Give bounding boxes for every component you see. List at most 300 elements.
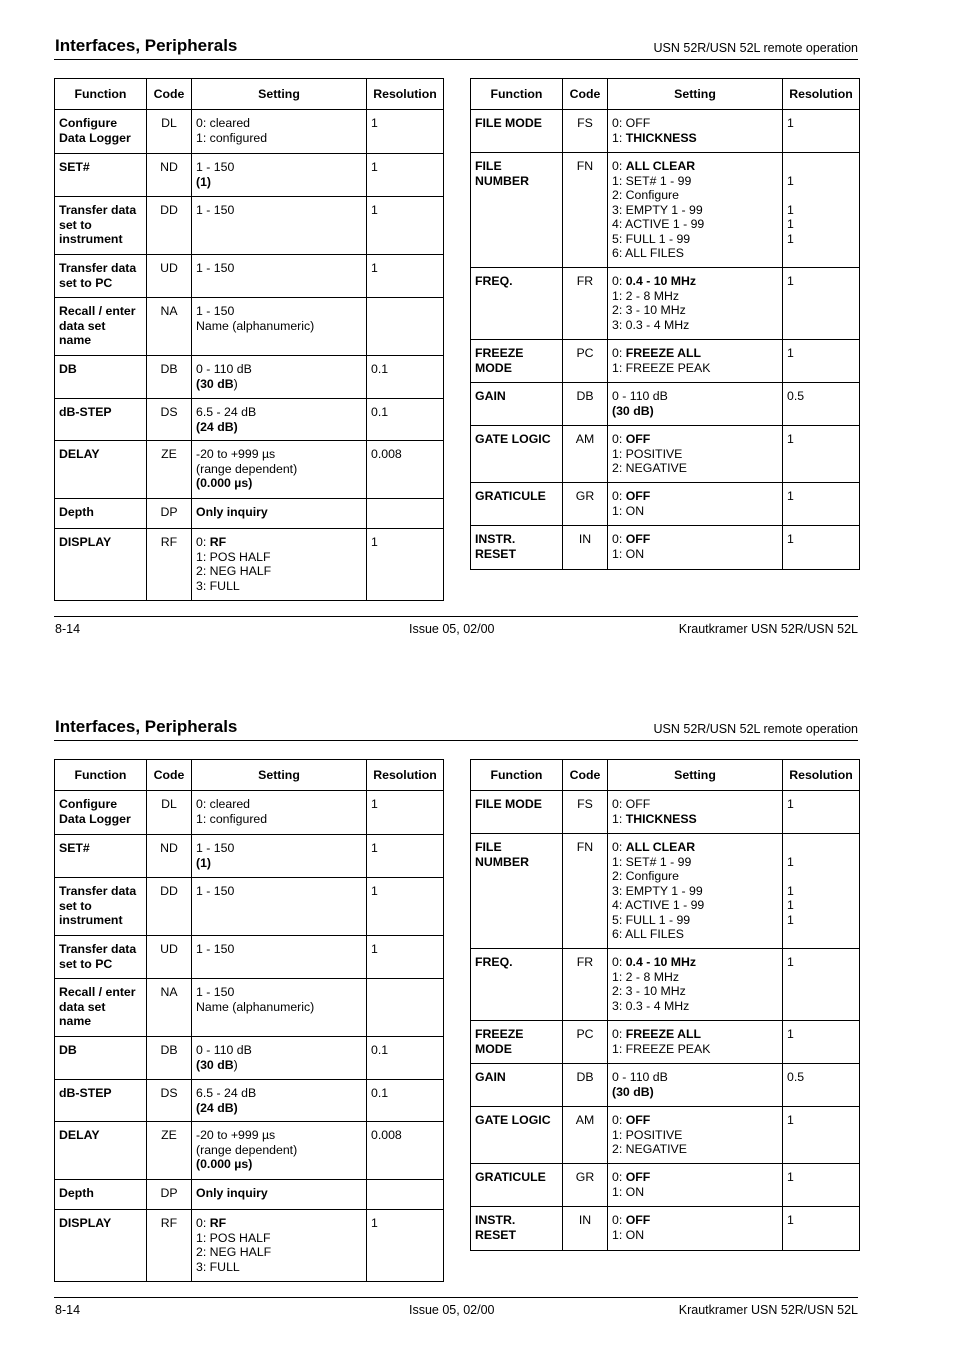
setting-default-value: (30 dB)	[612, 403, 654, 418]
function-name-line: instrument	[59, 913, 123, 927]
setting-line	[612, 970, 778, 985]
resolution-value: 0.1	[371, 362, 389, 376]
column-header-function: Function	[471, 760, 563, 791]
setting-line	[612, 489, 778, 504]
resolution-cell	[783, 1164, 860, 1207]
function-name-line: GATE LOGIC	[475, 432, 551, 446]
setting-cell	[192, 255, 367, 298]
setting-default-value: OFF	[625, 489, 651, 503]
setting-line	[612, 1213, 778, 1228]
setting-line	[196, 261, 362, 276]
function-name-line: set to	[59, 898, 92, 913]
setting-text: 1: POS HALF	[196, 549, 271, 564]
table-row	[55, 1080, 444, 1122]
column-header-setting: Setting	[608, 79, 783, 110]
code-cell: DB	[563, 1064, 608, 1107]
page-subtitle: USN 52R/USN 52L remote operation	[653, 41, 858, 55]
resolution-value: 1	[787, 489, 794, 503]
function-name-line: FILE	[475, 840, 502, 854]
function-cell	[55, 499, 147, 529]
code-cell: FS	[563, 110, 608, 153]
setting-line	[196, 1101, 362, 1116]
function-name-line: Configure	[59, 116, 118, 130]
column-header-resolution: Resolution	[783, 760, 860, 791]
setting-text: -20 to +999 µs	[196, 447, 276, 461]
setting-line	[196, 797, 362, 812]
function-cell	[55, 441, 147, 499]
setting-text: 0 - 110 dB	[612, 389, 668, 403]
code-cell: FN	[563, 834, 608, 949]
setting-prefix: 0:	[196, 535, 210, 549]
setting-line	[196, 175, 362, 190]
setting-prefix: 1:	[612, 811, 626, 826]
setting-text: 1 - 150	[196, 203, 235, 217]
resolution-cell	[783, 526, 860, 570]
function-name-line: dB-STEP	[59, 1086, 112, 1100]
code-cell: FS	[563, 791, 608, 834]
code-cell: PC	[563, 340, 608, 383]
function-cell	[471, 949, 563, 1021]
function-cell	[471, 1164, 563, 1207]
setting-line	[196, 579, 362, 594]
setting-line	[196, 1157, 362, 1172]
setting-default-value: (1)	[196, 174, 212, 189]
table-row	[55, 936, 444, 979]
resolution-cell	[367, 791, 444, 835]
setting-cell	[192, 499, 367, 529]
function-cell	[55, 197, 147, 255]
setting-text: 5: FULL 1 - 99	[612, 231, 691, 246]
resolution-cell	[367, 197, 444, 255]
resolution-cell	[783, 1107, 860, 1164]
setting-line	[196, 203, 362, 218]
function-cell	[55, 1122, 147, 1180]
function-cell	[471, 1207, 563, 1251]
setting-text: 1 - 150	[196, 942, 235, 956]
function-name-line: data set	[59, 999, 106, 1014]
resolution-value: 0.1	[371, 1043, 389, 1057]
setting-cell	[192, 154, 367, 197]
left-function-table	[54, 78, 444, 601]
setting-text: 1 - 150	[196, 841, 235, 855]
setting-cell	[608, 426, 783, 483]
setting-text: 2: Configure	[612, 188, 679, 202]
setting-cell	[192, 1122, 367, 1180]
code-cell: DS	[147, 399, 192, 441]
table-row	[55, 791, 444, 835]
resolution-cell	[783, 1064, 860, 1107]
resolution-cell	[367, 529, 444, 601]
resolution-value	[787, 927, 855, 942]
function-cell	[55, 1180, 147, 1210]
setting-line	[612, 1185, 778, 1200]
setting-text: 5: FULL 1 - 99	[612, 912, 691, 927]
code-cell: DB	[563, 383, 608, 426]
setting-line	[612, 159, 778, 174]
setting-default-value: THICKNESS	[625, 130, 697, 145]
resolution-value: 1	[787, 532, 794, 546]
right-function-table	[470, 78, 860, 570]
table-row	[471, 110, 860, 153]
setting-text: 6.5 - 24 dB	[196, 405, 257, 419]
resolution-value: 0.5	[787, 1070, 805, 1084]
function-cell	[55, 979, 147, 1037]
code-cell: DL	[147, 791, 192, 835]
setting-prefix: 0:	[612, 346, 626, 360]
setting-text: 0 - 110 dB	[196, 1043, 252, 1057]
function-name-line: Data Logger	[59, 130, 131, 145]
setting-text: 2: 3 - 10 MHz	[612, 303, 686, 317]
table-row	[471, 791, 860, 834]
function-name-line: GAIN	[475, 389, 506, 403]
page-subtitle: USN 52R/USN 52L remote operation	[653, 722, 858, 736]
setting-prefix: 0:	[612, 1113, 626, 1127]
setting-default-value: (30 dB	[196, 376, 234, 391]
page-title: Interfaces, Peripherals	[55, 717, 238, 736]
table-header-row	[471, 79, 860, 110]
setting-line	[612, 246, 778, 261]
setting-prefix: 0:	[612, 432, 626, 446]
table-row	[471, 1207, 860, 1251]
code-cell: DD	[147, 197, 192, 255]
setting-line	[196, 362, 362, 377]
code-cell: IN	[563, 1207, 608, 1251]
code-cell: DL	[147, 110, 192, 154]
resolution-cell	[367, 1210, 444, 1282]
resolution-cell	[783, 153, 860, 268]
setting-line	[612, 346, 778, 361]
function-name-line: DB	[59, 362, 77, 376]
code-cell: DS	[147, 1080, 192, 1122]
column-header-setting: Setting	[192, 760, 367, 791]
setting-line	[196, 942, 362, 957]
setting-text: (range dependent)	[196, 1142, 298, 1157]
setting-cell	[608, 110, 783, 153]
table-header-row	[55, 760, 444, 791]
setting-default-value: 0.4 - 10 MHz	[625, 274, 697, 288]
function-name-line: DELAY	[59, 447, 100, 461]
resolution-value: 1	[787, 202, 794, 217]
setting-default-value: OFF	[625, 432, 651, 446]
right-function-table	[470, 759, 860, 1251]
setting-line	[612, 217, 778, 232]
setting-text: 1: FREEZE PEAK	[612, 360, 711, 375]
function-name-line: Configure	[59, 797, 118, 811]
setting-prefix: 0:	[612, 489, 626, 503]
resolution-value: 1	[787, 912, 794, 927]
manual-page	[0, 681, 954, 1356]
resolution-cell	[367, 878, 444, 936]
setting-line	[196, 377, 362, 392]
setting-text: 4: ACTIVE 1 - 99	[612, 898, 705, 912]
setting-text: 1 - 150	[196, 261, 235, 275]
function-cell	[55, 356, 147, 399]
setting-default-value: OFF	[625, 1213, 651, 1227]
resolution-value	[787, 188, 855, 203]
setting-text: 4: ACTIVE 1 - 99	[612, 217, 705, 231]
function-name-line: MODE	[475, 1041, 512, 1056]
function-name-line: SET#	[59, 160, 90, 174]
setting-text: 3: 0.3 - 4 MHz	[612, 317, 690, 332]
function-name-line: Recall / enter	[59, 985, 136, 999]
code-cell: NA	[147, 298, 192, 356]
function-cell	[55, 529, 147, 601]
table-row	[55, 1037, 444, 1080]
setting-text: 1: POSITIVE	[612, 1127, 683, 1142]
setting-text: 1 - 150	[196, 985, 235, 999]
setting-text: 1: ON	[612, 546, 645, 561]
setting-line	[612, 532, 778, 547]
function-cell	[471, 110, 563, 153]
setting-cell	[608, 268, 783, 340]
setting-text: 1: POSITIVE	[612, 446, 683, 461]
code-cell: RF	[147, 1210, 192, 1282]
setting-cell	[192, 197, 367, 255]
column-header-resolution: Resolution	[367, 79, 444, 110]
function-name-line: Depth	[59, 505, 94, 519]
setting-prefix: 1:	[612, 130, 626, 145]
code-cell: UD	[147, 255, 192, 298]
function-name-line: Transfer data	[59, 203, 137, 217]
footer-page-number: 8-14	[55, 1303, 81, 1317]
resolution-value: 1	[371, 884, 378, 898]
setting-default-value: RF	[209, 535, 227, 549]
setting-text: 1: ON	[612, 1227, 645, 1242]
setting-default-value: 0.4 - 10 MHz	[625, 955, 697, 969]
resolution-cell	[783, 1021, 860, 1064]
footer-issue: Issue 05, 02/00	[409, 622, 495, 636]
setting-line	[196, 131, 362, 146]
resolution-value: 1	[787, 274, 794, 288]
setting-line	[196, 1000, 362, 1015]
table-row	[471, 483, 860, 526]
column-header-code: Code	[147, 760, 192, 791]
function-name-line: DISPLAY	[59, 535, 112, 549]
setting-line	[612, 404, 778, 419]
resolution-value: 1	[787, 854, 794, 869]
setting-line	[612, 927, 778, 942]
setting-prefix: 0:	[612, 1027, 626, 1041]
header-divider	[54, 59, 858, 60]
setting-default-value: (30 dB)	[612, 1084, 654, 1099]
column-header-setting: Setting	[608, 760, 783, 791]
setting-cell	[608, 1021, 783, 1064]
resolution-cell	[367, 1080, 444, 1122]
setting-default-value: (1)	[196, 855, 212, 870]
resolution-cell	[783, 110, 860, 153]
setting-prefix: 0:	[612, 274, 626, 288]
resolution-cell	[783, 1207, 860, 1251]
table-row	[471, 1107, 860, 1164]
setting-text: Name (alphanumeric)	[196, 999, 315, 1014]
setting-line	[196, 1058, 362, 1073]
function-name-line: FREEZE	[475, 1027, 524, 1041]
resolution-value: 1	[787, 1213, 794, 1227]
setting-default-value: (0.000 µs)	[196, 476, 253, 490]
function-name-line: name	[59, 333, 92, 347]
setting-cell	[608, 153, 783, 268]
function-name-line: NUMBER	[475, 854, 529, 869]
column-header-resolution: Resolution	[783, 79, 860, 110]
footer-issue: Issue 05, 02/00	[409, 1303, 495, 1317]
setting-cell	[192, 1180, 367, 1210]
table-row	[55, 979, 444, 1037]
setting-line	[196, 447, 362, 462]
function-cell	[55, 255, 147, 298]
setting-cell	[192, 399, 367, 441]
column-header-resolution: Resolution	[367, 760, 444, 791]
setting-cell	[608, 1164, 783, 1207]
function-cell	[55, 1080, 147, 1122]
column-header-code: Code	[563, 79, 608, 110]
code-cell: DP	[147, 1180, 192, 1210]
code-cell: DP	[147, 499, 192, 529]
setting-default-value: Only inquiry	[196, 1186, 268, 1200]
resolution-value: 1	[787, 898, 794, 912]
setting-line	[612, 174, 778, 189]
resolution-value: 0.5	[787, 389, 805, 403]
footer-product: Krautkramer USN 52R/USN 52L	[678, 1303, 858, 1317]
setting-cell	[608, 834, 783, 949]
table-row	[471, 1021, 860, 1064]
resolution-value: 0.008	[371, 1128, 402, 1142]
function-name-line: set to PC	[59, 956, 113, 971]
function-name-line: FREEZE	[475, 346, 524, 360]
resolution-value: 1	[371, 535, 378, 549]
function-cell	[471, 1064, 563, 1107]
function-name-line: GRATICULE	[475, 489, 546, 503]
setting-suffix: )	[233, 1057, 238, 1072]
resolution-cell	[367, 1180, 444, 1210]
setting-text: 0 - 110 dB	[196, 362, 252, 376]
setting-default-value: RF	[209, 1216, 227, 1230]
setting-cell	[192, 1080, 367, 1122]
code-cell: DB	[147, 356, 192, 399]
table-row	[471, 526, 860, 570]
setting-cell	[608, 791, 783, 834]
resolution-cell	[367, 441, 444, 499]
table-row	[471, 340, 860, 383]
setting-line	[612, 869, 778, 884]
table-row	[55, 441, 444, 499]
setting-cell	[192, 1210, 367, 1282]
code-cell: NA	[147, 979, 192, 1037]
setting-cell	[192, 441, 367, 499]
setting-cell	[192, 936, 367, 979]
setting-line	[196, 476, 362, 491]
resolution-value: 1	[787, 116, 794, 130]
setting-line	[612, 131, 778, 146]
setting-line	[196, 856, 362, 871]
left-function-table	[54, 759, 444, 1282]
function-name-line: set to	[59, 217, 92, 232]
code-cell: IN	[563, 526, 608, 570]
setting-line	[196, 1043, 362, 1058]
setting-cell	[192, 1037, 367, 1080]
code-cell: RF	[147, 529, 192, 601]
setting-text: 3: EMPTY 1 - 99	[612, 202, 703, 217]
resolution-value: 1	[371, 203, 378, 217]
setting-cell	[608, 1107, 783, 1164]
column-header-code: Code	[563, 760, 608, 791]
setting-text: 3: FULL	[196, 578, 240, 593]
setting-line	[196, 1186, 362, 1201]
setting-line	[196, 550, 362, 565]
function-name-line: Depth	[59, 1186, 94, 1200]
setting-text: 1: configured	[196, 811, 268, 826]
function-name-line: FREQ.	[475, 274, 513, 288]
setting-line	[612, 1085, 778, 1100]
code-cell: DB	[147, 1037, 192, 1080]
setting-text: 2: NEG HALF	[196, 564, 272, 578]
table-header-row	[55, 79, 444, 110]
function-name-line: Recall / enter	[59, 304, 136, 318]
resolution-cell	[367, 835, 444, 878]
resolution-value	[787, 869, 855, 884]
function-name-line: GRATICULE	[475, 1170, 546, 1184]
table-row	[471, 383, 860, 426]
function-cell	[55, 110, 147, 154]
column-header-function: Function	[471, 79, 563, 110]
function-name-line: FREQ.	[475, 955, 513, 969]
setting-default-value: ALL CLEAR	[625, 159, 696, 173]
resolution-value: 1	[371, 841, 378, 855]
function-cell	[471, 526, 563, 570]
setting-prefix: 0:	[612, 159, 626, 173]
footer-divider	[54, 616, 858, 617]
function-name-line: dB-STEP	[59, 405, 112, 419]
table-row	[471, 426, 860, 483]
function-name-line: MODE	[475, 360, 512, 375]
setting-prefix: 0:	[612, 532, 626, 546]
header-divider	[54, 740, 858, 741]
resolution-value: 1	[787, 1170, 794, 1184]
function-name-line: INSTR.	[475, 532, 516, 546]
setting-line	[612, 447, 778, 462]
setting-text: 0 - 110 dB	[612, 1070, 668, 1084]
resolution-cell	[367, 1122, 444, 1180]
setting-default-value: ALL CLEAR	[625, 840, 696, 854]
resolution-cell	[367, 1037, 444, 1080]
setting-line	[196, 405, 362, 420]
setting-line	[612, 1113, 778, 1128]
setting-text: 2: Configure	[612, 869, 679, 883]
setting-suffix: )	[233, 376, 238, 391]
setting-line	[196, 116, 362, 131]
table-row	[471, 153, 860, 268]
function-name-line: Transfer data	[59, 884, 137, 898]
table-row	[471, 1164, 860, 1207]
setting-line	[612, 1042, 778, 1057]
setting-text: 6: ALL FILES	[612, 927, 685, 941]
resolution-value: 1	[787, 797, 794, 811]
setting-prefix: 0:	[612, 1170, 626, 1184]
code-cell: ND	[147, 154, 192, 197]
code-cell: UD	[147, 936, 192, 979]
resolution-value	[787, 159, 855, 174]
setting-text: Name (alphanumeric)	[196, 318, 315, 333]
setting-line	[612, 855, 778, 870]
function-name-line: DELAY	[59, 1128, 100, 1142]
setting-line	[196, 884, 362, 899]
table-row	[55, 298, 444, 356]
setting-line	[612, 289, 778, 304]
setting-line	[612, 955, 778, 970]
setting-line	[196, 985, 362, 1000]
code-cell: ZE	[147, 441, 192, 499]
setting-prefix: 0:	[196, 1216, 210, 1230]
setting-line	[612, 898, 778, 913]
